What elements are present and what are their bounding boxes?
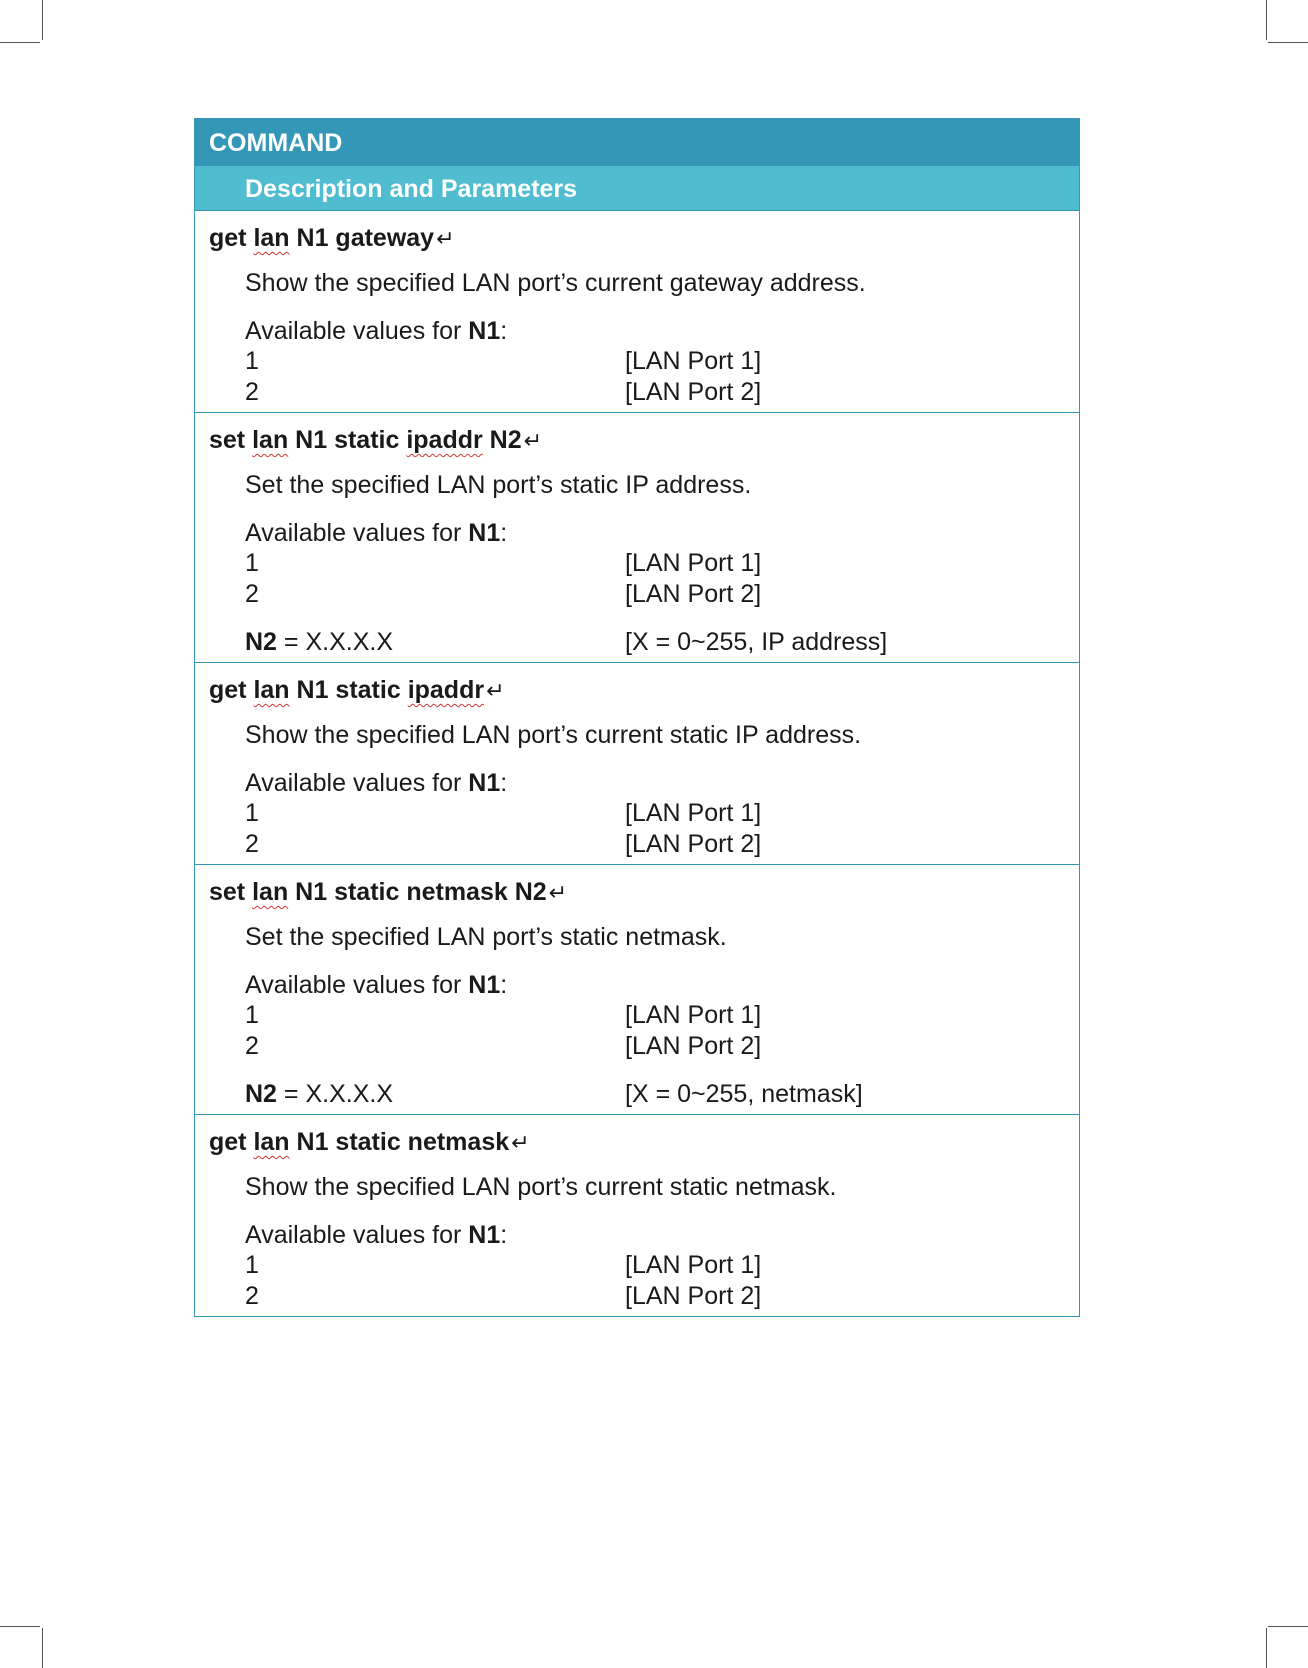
value-row: 2 [LAN Port 2] <box>245 1282 762 1310</box>
command-table <box>194 118 1080 1317</box>
header-description: Description and Parameters <box>195 165 1079 210</box>
values-list <box>195 548 1079 658</box>
available-values-label: Available values for N1: <box>245 1221 508 1249</box>
return-icon: ↵ <box>548 880 568 905</box>
crop-mark <box>1268 1626 1308 1627</box>
command-block <box>195 412 1079 662</box>
crop-mark <box>42 0 43 40</box>
value-row: 1 [LAN Port 1] <box>245 347 762 375</box>
command-description: Show the specified LAN port’s current static IP address. <box>245 721 862 749</box>
return-icon: ↵ <box>511 1130 530 1155</box>
values-list <box>195 798 1079 860</box>
values-list <box>195 1000 1079 1110</box>
n2-value-row: N2 = X.X.X.X [X = 0~255, netmask] <box>245 1080 863 1108</box>
value-row: 2 [LAN Port 2] <box>245 378 762 406</box>
return-icon: ↵ <box>523 428 543 453</box>
available-values-label: Available values for N1: <box>245 317 508 345</box>
crop-mark <box>0 1626 40 1627</box>
command-block <box>195 864 1079 1114</box>
available-values-label: Available values for N1: <box>245 519 508 547</box>
crop-mark <box>42 1628 43 1668</box>
n2-value-row: N2 = X.X.X.X [X = 0~255, IP address] <box>245 628 888 656</box>
available-values-label: Available values for N1: <box>245 769 508 797</box>
value-row: 1 [LAN Port 1] <box>245 799 762 827</box>
value-row: 1 [LAN Port 1] <box>245 549 762 577</box>
command-syntax: set lan N1 static ipaddr N2↵ <box>209 426 543 454</box>
command-syntax: get lan N1 gateway↵ <box>209 224 455 252</box>
command-syntax: get lan N1 static ipaddr↵ <box>209 676 505 704</box>
return-icon: ↵ <box>486 678 505 703</box>
value-row: 2 [LAN Port 2] <box>245 580 762 608</box>
available-values-label: Available values for N1: <box>245 971 508 999</box>
command-block <box>195 662 1079 864</box>
command-syntax: set lan N1 static netmask N2↵ <box>209 878 568 906</box>
command-description: Show the specified LAN port’s current static netmask. <box>245 1173 837 1201</box>
header-command: COMMAND <box>195 119 1079 165</box>
values-list <box>195 346 1079 408</box>
value-row: 1 [LAN Port 1] <box>245 1251 762 1279</box>
return-icon: ↵ <box>436 226 455 251</box>
value-row: 2 [LAN Port 2] <box>245 1032 762 1060</box>
values-list <box>195 1250 1079 1312</box>
command-description: Set the specified LAN port’s static netmask. <box>245 923 727 951</box>
crop-mark <box>1266 1628 1267 1668</box>
command-block <box>195 1114 1079 1316</box>
value-row: 1 [LAN Port 1] <box>245 1001 762 1029</box>
crop-mark <box>1266 0 1267 40</box>
command-syntax: get lan N1 static netmask↵ <box>209 1128 530 1156</box>
command-description: Show the specified LAN port’s current gateway address. <box>245 269 866 297</box>
value-row: 2 [LAN Port 2] <box>245 830 762 858</box>
crop-mark <box>1268 42 1308 43</box>
command-block <box>195 210 1079 412</box>
crop-mark <box>0 42 40 43</box>
command-description: Set the specified LAN port’s static IP address. <box>245 471 752 499</box>
